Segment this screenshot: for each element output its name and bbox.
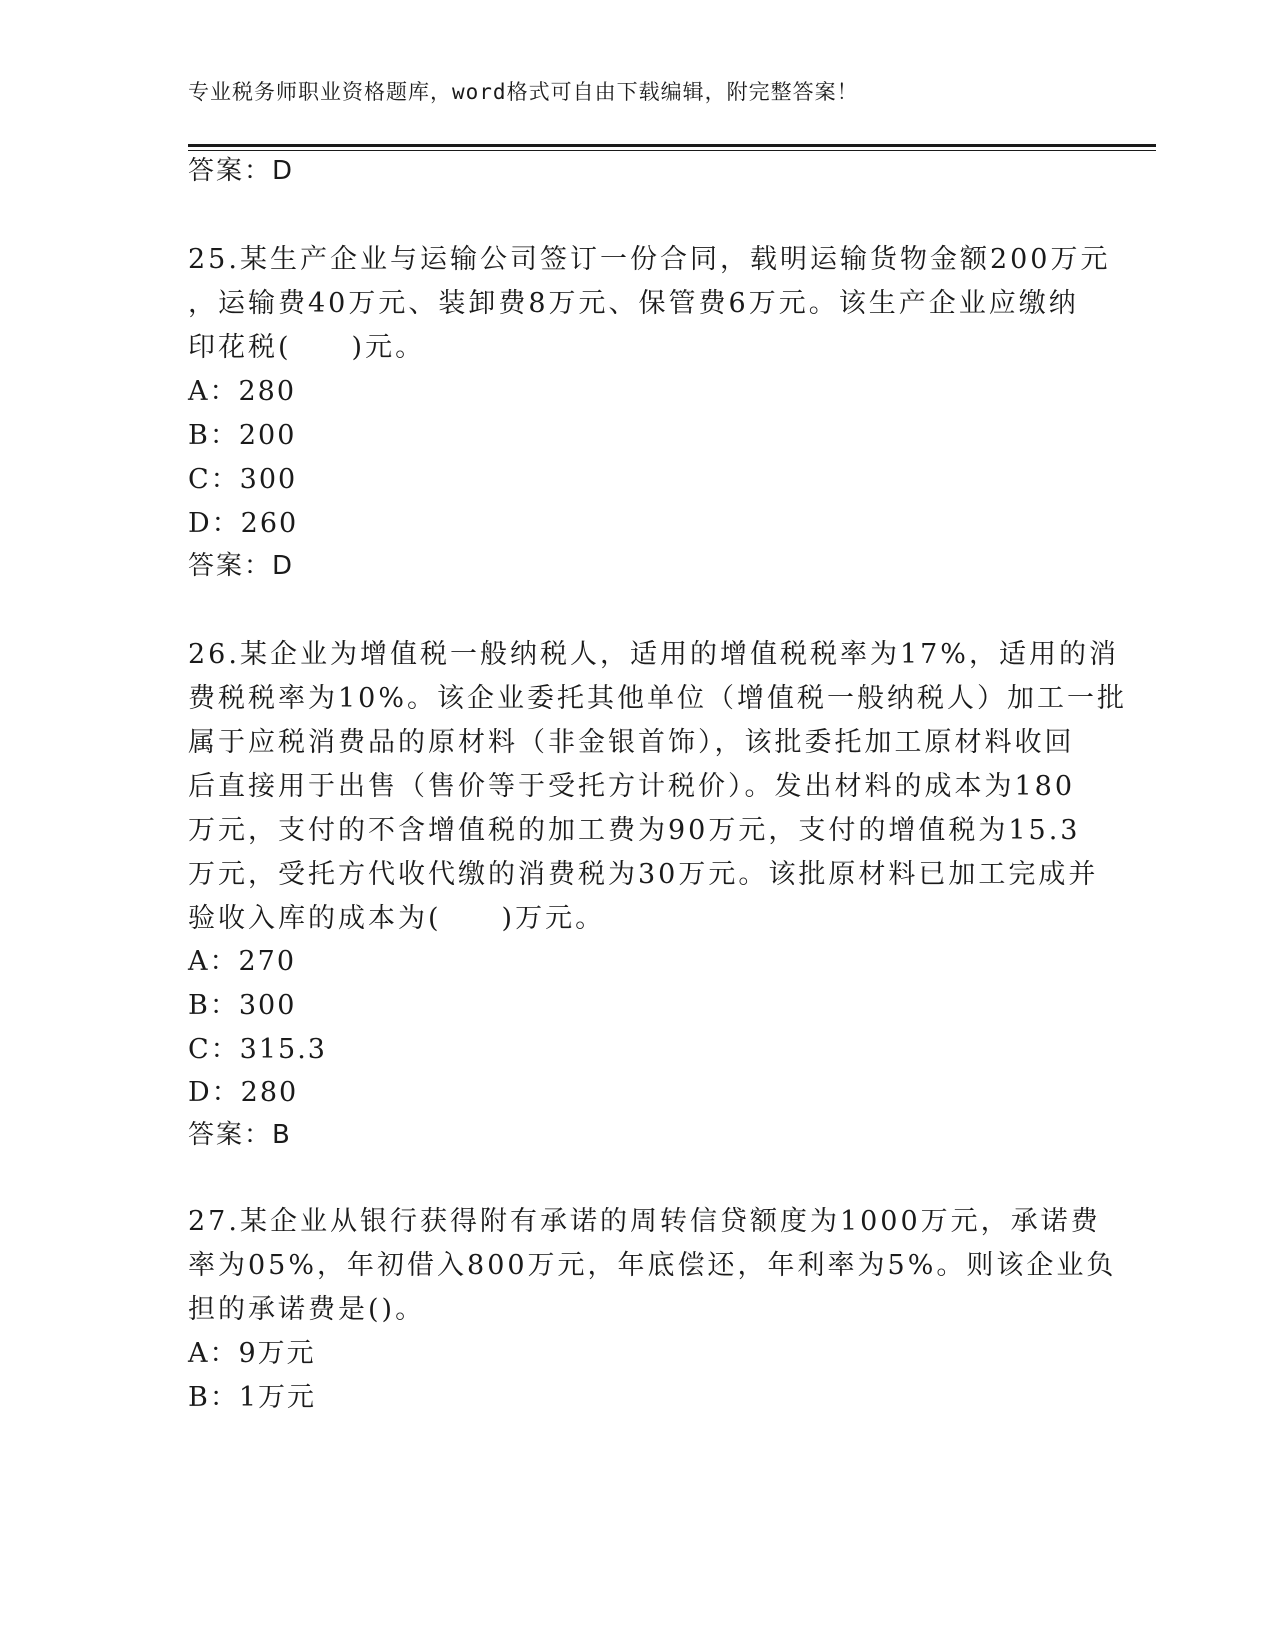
question-25-line-1: 25.某生产企业与运输公司签订一份合同，载明运输货物金额200万元 <box>188 244 1111 275</box>
question-26-option-b: B：300 <box>188 990 297 1021</box>
question-26-option-a: A：270 <box>188 946 297 977</box>
question-25-answer: 答案：D <box>188 551 295 581</box>
question-27-line-1: 27.某企业从银行获得附有承诺的周转信贷额度为1000万元，承诺费 <box>188 1206 1101 1237</box>
prev-answer: 答案：D <box>188 156 295 186</box>
question-27-line-3: 担的承诺费是()。 <box>188 1294 426 1325</box>
question-26-option-d: D：280 <box>188 1077 299 1108</box>
question-25-option-c: C：300 <box>188 464 298 495</box>
question-25-option-b: B：200 <box>188 420 297 451</box>
question-25-line-3: 印花税( )元。 <box>188 332 426 363</box>
question-27-option-a: A：9万元 <box>188 1338 316 1369</box>
question-26-line-3: 属于应税消费品的原材料（非金银首饰），该批委托加工原材料收回 <box>188 727 1075 758</box>
question-27-line-2: 率为05%，年初借入800万元，年底偿还，年利率为5%。则该企业负 <box>188 1250 1117 1281</box>
page-header: 专业税务师职业资格题库，word格式可自由下载编辑，附完整答案！ <box>188 80 859 104</box>
header-rule-thin <box>188 150 1156 151</box>
question-26-line-4: 后直接用于出售（售价等于受托方计税价）。发出材料的成本为180 <box>188 771 1076 802</box>
question-26-line-1: 26.某企业为增值税一般纳税人，适用的增值税税率为17%，适用的消 <box>188 639 1119 670</box>
question-26-option-c: C：315.3 <box>188 1034 327 1065</box>
question-27-option-b: B：1万元 <box>188 1382 317 1413</box>
question-26-line-5: 万元，支付的不含增值税的加工费为90万元，支付的增值税为15.3 <box>188 815 1081 846</box>
question-25-line-2: ，运输费40万元、装卸费8万元、保管费6万元。该生产企业应缴纳 <box>188 288 1079 319</box>
question-25-option-d: D：260 <box>188 508 299 539</box>
question-26-line-7: 验收入库的成本为( )万元。 <box>188 903 606 934</box>
question-26-answer: 答案：B <box>188 1120 292 1150</box>
header-rule <box>188 144 1156 147</box>
question-26-line-2: 费税税率为10%。该企业委托其他单位（增值税一般纳税人）加工一批 <box>188 683 1128 714</box>
question-26-line-6: 万元，受托方代收代缴的消费税为30万元。该批原材料已加工完成并 <box>188 859 1099 890</box>
question-25-option-a: A：280 <box>188 376 297 407</box>
